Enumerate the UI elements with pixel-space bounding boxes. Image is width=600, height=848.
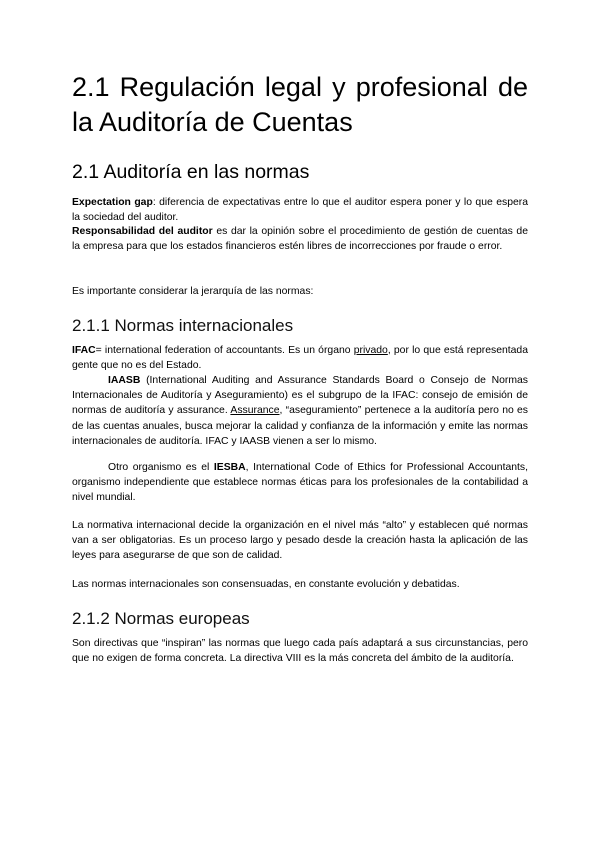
iaasb-text-b: , “aseguramiento” pertenece a la auditoría pero no es de las cuentas anuales, busca mejorar la calidad y confianza de la información y emite las normas internacionales de auditoría. IFAC y IAASB vienen a ser lo mismo. <box>72 405 528 447</box>
iaasb-paragraph <box>72 373 528 449</box>
responsabilidad-text: es dar la opinión sobre el procedimiento de gestión de cuentas de la empresa para que los estados financieros estén libres de incorrecciones por fraude o error. <box>72 226 528 253</box>
iesba-term: IESBA <box>213 462 246 473</box>
ifac-text-b: , por lo que está representada gente que no es del Estado. <box>72 345 528 372</box>
europeas-paragraph: Son directivas que “inspiran” las normas que luego cada país adaptará a sus circunstancias, pero que no exigen de forma concreta. La directiva VIII es la más concreta del ámbito de la auditoría. <box>72 638 528 665</box>
iaasb-text-a: (International Auditing and Assurance Standards Board o Consejo de Normas Internacionales de Auditoría y Aseguramiento) es el subgrupo de la IFAC: consejo de emisión de normas de auditoría y assurance. <box>72 375 528 417</box>
subsection-heading-europeas: 2.1.2 Normas europeas <box>72 609 250 628</box>
ifac-text-a: = international federation of accountants. Es un órgano <box>95 345 354 356</box>
iesba-text-b: , International Code of Ethics for Professional Accountants, organismo independiente que establece normas éticas para los profesionales de la contabilidad a nivel mundial. <box>72 462 528 504</box>
responsabilidad-paragraph <box>72 224 528 254</box>
expectation-gap-text: : diferencia de expectativas entre lo que el auditor espera poner y lo que espera la sociedad del auditor. <box>72 197 528 224</box>
responsabilidad-term: Responsabilidad del auditor <box>72 226 213 237</box>
jerarquia-paragraph: Es importante considerar la jerarquía de las normas: <box>72 286 314 297</box>
section-heading: 2.1 Auditoría en las normas <box>72 161 310 183</box>
iaasb-term: IAASB <box>108 375 141 386</box>
consensuadas-paragraph: Las normas internacionales son consensuadas, en constante evolución y debatidas. <box>72 579 460 590</box>
iesba-text-a: Otro organismo es el <box>108 462 214 473</box>
iesba-paragraph <box>72 460 528 506</box>
page-title: 2.1 Regulación legal y profesional de la Auditoría de Cuentas <box>72 72 528 137</box>
ifac-term: IFAC <box>72 345 96 356</box>
assurance-underlined: Assurance <box>230 405 280 417</box>
normativa-paragraph: La normativa internacional decide la organización en el nivel más “alto” y establecen qué normas van a ser obligatorias. Es un proceso largo y pesado desde la creación hasta la aplicación de las leyes para asegurarse de que son de calidad. <box>72 520 528 562</box>
expectation-gap-paragraph <box>72 195 528 225</box>
subsection-heading-internacionales: 2.1.1 Normas internacionales <box>72 316 294 335</box>
ifac-paragraph <box>72 343 528 373</box>
expectation-gap-term: Expectation gap <box>72 197 153 208</box>
ifac-underlined: privado <box>353 345 388 356</box>
